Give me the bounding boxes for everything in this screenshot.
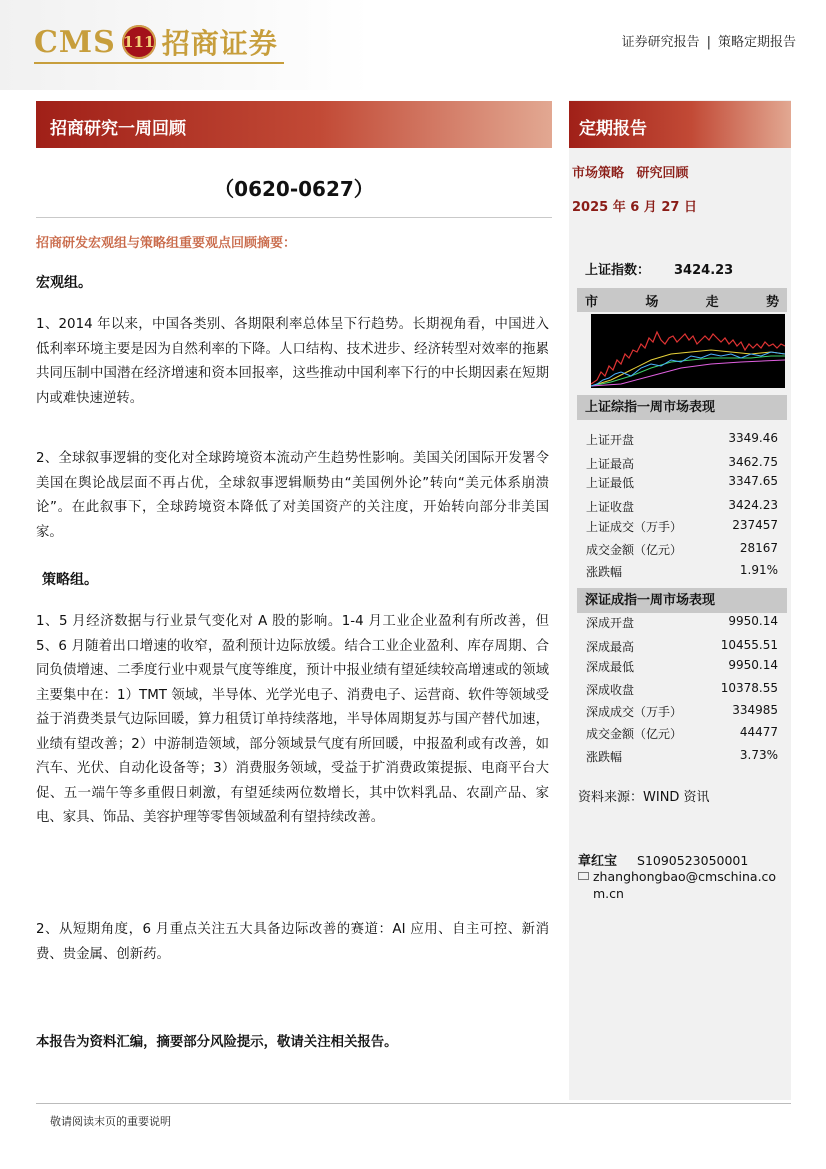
logo-emblem-icon: 111 (122, 25, 156, 59)
trend-char: 走 (705, 294, 719, 310)
row-value: 3424.23 (728, 498, 778, 512)
footer-disclaimer: 敬请阅读末页的重要说明 (50, 1115, 171, 1128)
report-category: 市场策略 研究回顾 (572, 166, 689, 181)
email-icon (578, 872, 589, 880)
strategy-paragraph-1: 1、5 月经济数据与行业景气变化对 A 股的影响。1-4 月工业企业盈利有所改善，但 5、6 月随着出口增速的收窄，盈利预计边际放缓。结合工业企业盈利、库存周期、合同负债增速、二季度行业中观景气度等维度，预计中报业绩有望延续较高增速或的领域主要集中在：1）TMT 领域，半导体、光学光电子、消费电子、运营商、软件等领域受益于消费类景气边际回暖，算力租赁订单持续落地，半导体周期复苏与国产替代加速，业绩有望改善；2）中游制造领域，部分领域景气度有所回暖，中报盈利或有改善，如汽车、光伏、自动化设备等；3）消费服务领域，受益于扩消费政策提振、电商平台大促、五一端午等多重假日刺激，有望延续两位数增长，其中饮料乳品、农副产品、家电、家具、饰品、美容护理等零售领域盈利有望持续改善。 (36, 614, 549, 825)
table-row (586, 614, 778, 631)
footer-divider (36, 1103, 791, 1104)
market-trend-header (577, 288, 787, 312)
table-row (586, 541, 778, 558)
market-trend-chart-svg (591, 314, 785, 388)
row-label: 深成收盘 (586, 683, 635, 697)
report-type-label: 定期报告 (579, 119, 647, 139)
row-label: 深成最高 (586, 640, 635, 654)
table-row (586, 748, 778, 765)
table-row (586, 431, 778, 448)
index-label: 上证指数： (585, 263, 651, 278)
row-label: 深成最低 (586, 660, 635, 674)
row-label: 上证开盘 (586, 433, 635, 447)
market-trend-chart (591, 314, 785, 388)
row-label: 上证成交（万手） (586, 520, 683, 534)
row-value: 10455.51 (720, 638, 778, 652)
report-title: 招商研究一周回顾 (50, 119, 186, 139)
table-row (586, 703, 778, 720)
report-breadcrumb (622, 31, 796, 50)
macro-heading: 宏观组。 (36, 275, 92, 291)
trend-char: 市 (585, 294, 599, 310)
table-row (586, 455, 778, 472)
date-range: （0620-0627） (214, 177, 374, 201)
sidebar-title-bar (569, 101, 791, 148)
logo-cms-text: CMS (34, 24, 116, 60)
table-row (586, 681, 778, 698)
macro-paragraph-2: 2、全球叙事逻辑的变化对全球跨境资本流动产生趋势性影响。美国关闭国际开发署令美国在舆论战层面不再占优，全球叙事逻辑顺势由“美国例外论”转向“美元体系崩溃论”。在此叙事下，全球跨境资本降低了对美国资产的关注度，开始转向部分非美国家。 (36, 451, 549, 540)
logo-underline (34, 62, 284, 64)
row-label: 上证最高 (586, 457, 635, 471)
main-title-bar (36, 101, 552, 148)
table-row (586, 518, 778, 535)
page-header (0, 0, 826, 90)
row-value: 3347.65 (728, 474, 778, 488)
row-value: 3462.75 (728, 455, 778, 469)
trend-char: 场 (645, 294, 659, 310)
row-value: 44477 (739, 725, 778, 739)
divider (36, 217, 552, 218)
table-row (586, 638, 778, 655)
chart-ma-line-2 (591, 356, 785, 386)
strategy-heading: 策略组。 (42, 572, 98, 588)
index-readout (585, 259, 733, 278)
table-row (586, 474, 778, 491)
macro-paragraph-1: 1、2014 年以来，中国各类别、各期限利率总体呈下行趋势。长期视角看，中国进入低利率环境主要是因为自然利率的下降。人口结构、技术进步、经济转型对效率的拖累共同压制中国潜在经济增速和资本回报率，这些推动中国利率下行的中长期因素在短期内或难快速逆转。 (36, 317, 549, 406)
company-logo (34, 22, 278, 62)
sz-section-title: 深证成指一周市场表现 (577, 588, 787, 613)
row-label: 上证收盘 (586, 500, 635, 514)
row-label: 上证最低 (586, 476, 635, 490)
breadcrumb-separator: | (706, 35, 711, 50)
row-value: 3349.46 (728, 431, 778, 445)
index-value: 3424.23 (674, 263, 734, 278)
sh-section-title: 上证综指一周市场表现 (577, 395, 787, 420)
analyst-email-link[interactable]: zhanghongbao@cmschina.com.cn (593, 869, 777, 901)
breadcrumb-research-report: 证券研究报告 (621, 35, 700, 50)
summary-heading: 招商研发宏观组与策略组重要观点回顾摘要： (36, 236, 297, 251)
row-value: 334985 (732, 703, 778, 717)
row-label: 深成成交（万手） (586, 705, 683, 719)
report-date: 2025 年 6 月 27 日 (572, 200, 697, 215)
row-value: 28167 (739, 541, 778, 555)
row-label: 成交金额（亿元） (586, 727, 683, 741)
risk-note: 本报告为资料汇编，摘要部分风险提示，敬请关注相关报告。 (36, 1035, 398, 1050)
table-row (586, 498, 778, 515)
row-value: 10378.55 (720, 681, 778, 695)
row-label: 成交金额（亿元） (586, 543, 683, 557)
analyst-id: S1090523050001 (637, 853, 749, 868)
row-value: 3.73% (739, 748, 778, 762)
table-row (586, 725, 778, 742)
table-row (586, 658, 778, 675)
strategy-paragraph-2: 2、从短期角度，6 月重点关注五大具备边际改善的赛道：AI 应用、自主可控、新消费、贵金属、创新药。 (36, 922, 549, 962)
analyst-info (578, 850, 748, 869)
row-value: 237457 (732, 518, 778, 532)
row-value: 9950.14 (728, 614, 778, 628)
logo-company-name: 招商证券 (161, 27, 278, 60)
row-label: 深成开盘 (586, 616, 635, 630)
breadcrumb-strategy-report: 策略定期报告 (717, 35, 796, 50)
row-label: 涨跌幅 (586, 750, 623, 764)
data-source: 资料来源：WIND 资讯 (578, 790, 710, 805)
trend-char: 势 (765, 294, 779, 310)
row-value: 9950.14 (728, 658, 778, 672)
row-value: 1.91% (739, 563, 778, 577)
table-row (586, 563, 778, 580)
analyst-name: 章红宝 (578, 854, 618, 869)
row-label: 涨跌幅 (586, 565, 623, 579)
